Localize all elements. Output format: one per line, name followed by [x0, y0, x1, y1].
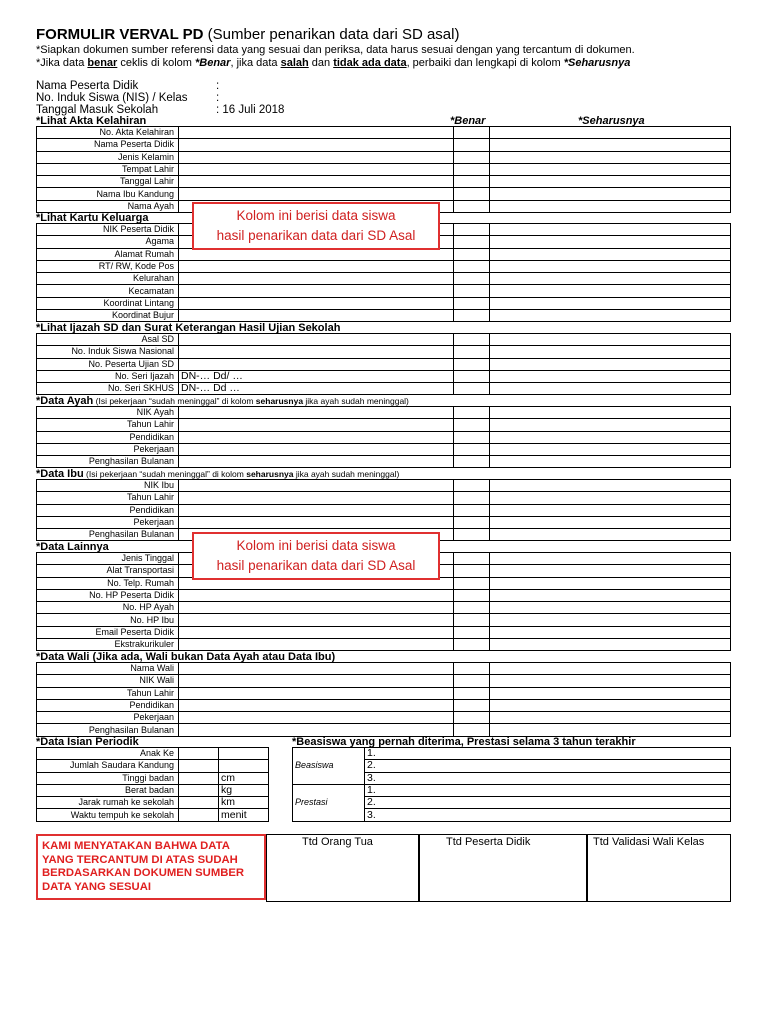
signature-label-wali-kelas: Ttd Validasi Wali Kelas [593, 836, 705, 848]
table-row [37, 724, 731, 736]
source-value-cell[interactable] [179, 139, 454, 151]
unit-label [219, 760, 269, 772]
benar-check-cell[interactable] [454, 163, 490, 175]
section-title-periodik: *Data Isian Periodik [36, 736, 139, 748]
table-row [37, 639, 731, 651]
form-title [36, 26, 459, 43]
nis-class-label: No. Induk Siswa (NIS) / Kelas [36, 92, 188, 104]
table-row [37, 589, 731, 601]
table-row [37, 772, 269, 784]
seharusnya-cell[interactable] [490, 492, 731, 504]
field-label: Pekerjaan [37, 712, 179, 724]
field-label: Pendidikan [37, 699, 179, 711]
field-label: Tanggal Lahir [37, 176, 179, 188]
source-value-cell[interactable] [179, 431, 454, 443]
field-label: No. HP Ibu [37, 614, 179, 626]
field-label: Pendidikan [37, 431, 179, 443]
field-label: Jenis Tinggal [37, 553, 179, 565]
field-label: Tempat Lahir [37, 163, 179, 175]
unit-label: menit [219, 809, 269, 821]
table-row [37, 687, 731, 699]
table-row [37, 188, 731, 200]
periodik-value-cell[interactable] [179, 748, 219, 760]
source-value-cell[interactable] [179, 639, 454, 651]
field-label: Nama Ibu Kandung [37, 188, 179, 200]
source-value-cell[interactable] [179, 712, 454, 724]
field-label: No. HP Peserta Didik [37, 589, 179, 601]
field-label: Asal SD [37, 334, 179, 346]
nis-class-colon: : [216, 92, 220, 104]
field-label: Penghasilan Bulanan [37, 529, 179, 541]
section-title-akta: *Lihat Akta Kelahiran [36, 115, 147, 127]
field-label: NIK Ayah [37, 407, 179, 419]
seharusnya-cell[interactable] [490, 188, 731, 200]
benar-check-cell[interactable] [454, 285, 490, 297]
unit-label: km [219, 797, 269, 809]
table-row [37, 809, 269, 821]
field-label: Pekerjaan [37, 516, 179, 528]
column-header-benar: *Benar [450, 115, 486, 127]
table-periodik [36, 747, 269, 822]
source-value-cell[interactable] [179, 699, 454, 711]
section-title-ayah: *Data Ayah (Isi pekerjaan “sudah meninggal” di kolom seharusnya jika ayah sudah meninggal) [36, 395, 409, 407]
benar-check-cell[interactable] [454, 176, 490, 188]
seharusnya-cell[interactable] [490, 724, 731, 736]
seharusnya-cell[interactable] [490, 273, 731, 285]
benar-check-cell[interactable] [454, 516, 490, 528]
field-label: Email Peserta Didik [37, 626, 179, 638]
seharusnya-cell[interactable] [490, 504, 731, 516]
field-label: Tinggi badan [37, 772, 179, 784]
seharusnya-cell[interactable] [490, 285, 731, 297]
periodik-value-cell[interactable] [179, 809, 219, 821]
entry-number-cell[interactable]: 1. [365, 784, 731, 796]
benar-check-cell[interactable] [454, 504, 490, 516]
seharusnya-cell[interactable] [490, 553, 731, 565]
source-value-cell[interactable] [179, 188, 454, 200]
source-value-cell[interactable] [179, 589, 454, 601]
table-row [293, 784, 731, 796]
benar-check-cell[interactable] [454, 236, 490, 248]
benar-check-cell[interactable] [454, 443, 490, 455]
source-value-cell[interactable] [179, 297, 454, 309]
table-row [37, 760, 269, 772]
table-row [37, 699, 731, 711]
field-label: Waktu tempuh ke sekolah [37, 809, 179, 821]
seharusnya-cell[interactable] [490, 346, 731, 358]
seharusnya-cell[interactable] [490, 577, 731, 589]
field-label: No. Induk Siswa Nasional [37, 346, 179, 358]
source-value-cell[interactable] [179, 273, 454, 285]
field-label: Kelurahan [37, 273, 179, 285]
benar-check-cell[interactable] [454, 273, 490, 285]
entry-number-cell[interactable]: 2. [365, 797, 731, 809]
source-value-cell[interactable] [179, 480, 454, 492]
benar-check-cell[interactable] [454, 602, 490, 614]
statement-box: KAMI MENYATAKAN BAHWA DATA YANG TERCANTUM DI ATAS SUDAH BERDASARKAN DOKUMEN SUMBER DATA YANG SESUAI [36, 834, 266, 900]
seharusnya-cell[interactable] [490, 712, 731, 724]
table-row [37, 614, 731, 626]
source-value-cell[interactable] [179, 456, 454, 468]
table-row [37, 383, 731, 395]
table-row [37, 431, 731, 443]
benar-check-cell[interactable] [454, 626, 490, 638]
seharusnya-cell[interactable] [490, 565, 731, 577]
benar-check-cell[interactable] [454, 456, 490, 468]
table-row [37, 370, 731, 382]
unit-label: kg [219, 784, 269, 796]
table-row [37, 358, 731, 370]
table-row [37, 504, 731, 516]
benar-check-cell[interactable] [454, 675, 490, 687]
seharusnya-cell[interactable] [490, 383, 731, 395]
field-label: Agama [37, 236, 179, 248]
field-label: Jenis Kelamin [37, 151, 179, 163]
source-value-cell[interactable] [179, 419, 454, 431]
seharusnya-cell[interactable] [490, 407, 731, 419]
benar-check-cell[interactable] [454, 224, 490, 236]
seharusnya-cell[interactable] [490, 663, 731, 675]
benar-check-cell[interactable] [454, 188, 490, 200]
table-row [37, 407, 731, 419]
benar-check-cell[interactable] [454, 431, 490, 443]
benar-check-cell[interactable] [454, 724, 490, 736]
table-row [37, 492, 731, 504]
instruction-line-1: *Siapkan dokumen sumber referensi data yang sesuai dan periksa, data harus sesuai dengan yang tercantum di dokumen. [36, 44, 635, 56]
source-value-cell[interactable]: DN-… Dd/ … [179, 370, 454, 382]
field-label: Jarak rumah ke sekolah [37, 797, 179, 809]
table-row [37, 346, 731, 358]
table-row [37, 127, 731, 139]
benar-check-cell[interactable] [454, 553, 490, 565]
field-label: Koordinat Lintang [37, 297, 179, 309]
table-row [37, 456, 731, 468]
seharusnya-cell[interactable] [490, 334, 731, 346]
field-label: Kecamatan [37, 285, 179, 297]
table-row [37, 163, 731, 175]
benar-check-cell[interactable] [454, 358, 490, 370]
table-ayah [36, 406, 731, 468]
benar-check-cell[interactable] [454, 699, 490, 711]
benar-check-cell[interactable] [454, 151, 490, 163]
seharusnya-cell[interactable] [490, 127, 731, 139]
source-value-cell[interactable] [179, 163, 454, 175]
table-row [37, 443, 731, 455]
source-value-cell[interactable] [179, 492, 454, 504]
benar-check-cell[interactable] [454, 346, 490, 358]
table-row [37, 516, 731, 528]
field-label: Koordinat Bujur [37, 310, 179, 322]
benar-check-cell[interactable] [454, 200, 490, 212]
benar-check-cell[interactable] [454, 565, 490, 577]
source-value-cell[interactable] [179, 334, 454, 346]
form-title-main: FORMULIR VERVAL PD [36, 26, 204, 43]
field-label: Anak Ke [37, 748, 179, 760]
student-name-label: Nama Peserta Didik [36, 80, 139, 92]
source-value-cell[interactable] [179, 626, 454, 638]
section-title-wali: *Data Wali (Jika ada, Wali bukan Data Ayah atau Data Ibu) [36, 651, 336, 663]
section-title-beasiswa: *Beasiswa yang pernah diterima, Prestasi selama 3 tahun terakhir [292, 736, 636, 748]
unit-label [219, 748, 269, 760]
entry-date-label: Tanggal Masuk Sekolah [36, 104, 159, 116]
source-value-cell[interactable] [179, 346, 454, 358]
seharusnya-cell[interactable] [490, 370, 731, 382]
field-label: No. Telp. Rumah [37, 577, 179, 589]
seharusnya-cell[interactable] [490, 310, 731, 322]
section-title-ijazah: *Lihat Ijazah SD dan Surat Keterangan Hasil Ujian Sekolah [36, 322, 341, 334]
seharusnya-cell[interactable] [490, 139, 731, 151]
benar-check-cell[interactable] [454, 419, 490, 431]
table-row [37, 626, 731, 638]
entry-number-cell[interactable]: 1. [365, 748, 731, 760]
seharusnya-cell[interactable] [490, 224, 731, 236]
seharusnya-cell[interactable] [490, 699, 731, 711]
field-label: RT/ RW, Kode Pos [37, 260, 179, 272]
periodik-value-cell[interactable] [179, 797, 219, 809]
table-row [37, 285, 731, 297]
field-label: No. HP Ayah [37, 602, 179, 614]
benar-check-cell[interactable] [454, 383, 490, 395]
benar-check-cell[interactable] [454, 334, 490, 346]
field-label: No. Seri SKHUS [37, 383, 179, 395]
signature-label-peserta-didik: Ttd Peserta Didik [446, 836, 531, 848]
benar-check-cell[interactable] [454, 260, 490, 272]
source-value-cell[interactable] [179, 407, 454, 419]
source-value-cell[interactable] [179, 358, 454, 370]
field-label: Alat Transportasi [37, 565, 179, 577]
field-label: Pekerjaan [37, 443, 179, 455]
prestasi-label: Prestasi [293, 784, 365, 821]
field-label: Tahun Lahir [37, 687, 179, 699]
seharusnya-cell[interactable] [490, 248, 731, 260]
source-value-cell[interactable] [179, 127, 454, 139]
periodik-value-cell[interactable] [179, 772, 219, 784]
table-beasiswa [292, 747, 731, 822]
table-row [37, 273, 731, 285]
table-row [37, 310, 731, 322]
benar-check-cell[interactable] [454, 589, 490, 601]
periodik-value-cell[interactable] [179, 760, 219, 772]
seharusnya-cell[interactable] [490, 176, 731, 188]
entry-date-value: : 16 Juli 2018 [216, 104, 285, 116]
seharusnya-cell[interactable] [490, 151, 731, 163]
source-value-cell[interactable] [179, 443, 454, 455]
table-row [37, 748, 269, 760]
table-row [37, 334, 731, 346]
benar-check-cell[interactable] [454, 614, 490, 626]
field-label: NIK Peserta Didik [37, 224, 179, 236]
table-row [37, 602, 731, 614]
table-ijazah [36, 333, 731, 395]
seharusnya-cell[interactable] [490, 431, 731, 443]
seharusnya-cell[interactable] [490, 456, 731, 468]
field-label: NIK Ibu [37, 480, 179, 492]
seharusnya-cell[interactable] [490, 358, 731, 370]
seharusnya-cell[interactable] [490, 236, 731, 248]
entry-number-cell[interactable]: 3. [365, 772, 731, 784]
seharusnya-cell[interactable] [490, 163, 731, 175]
seharusnya-cell[interactable] [490, 602, 731, 614]
source-value-cell[interactable] [179, 176, 454, 188]
callout-note-1: Kolom ini berisi data siswa hasil penarikan data dari SD Asal [192, 202, 440, 250]
seharusnya-cell[interactable] [490, 516, 731, 528]
column-header-seharusnya: *Seharusnya [578, 115, 645, 127]
source-value-cell[interactable] [179, 687, 454, 699]
table-row [37, 675, 731, 687]
section-title-ibu: *Data Ibu (Isi pekerjaan “sudah meninggal” di kolom seharusnya jika ayah sudah meninggal) [36, 468, 400, 480]
benar-check-cell[interactable] [454, 407, 490, 419]
periodik-value-cell[interactable] [179, 784, 219, 796]
table-row [37, 480, 731, 492]
field-label: Ekstrakurikuler [37, 639, 179, 651]
field-label: Nama Peserta Didik [37, 139, 179, 151]
seharusnya-cell[interactable] [490, 675, 731, 687]
field-label: NIK Wali [37, 675, 179, 687]
table-row [37, 297, 731, 309]
benar-check-cell[interactable] [454, 492, 490, 504]
source-value-cell[interactable] [179, 504, 454, 516]
source-value-cell[interactable] [179, 724, 454, 736]
benar-check-cell[interactable] [454, 127, 490, 139]
source-value-cell[interactable] [179, 602, 454, 614]
seharusnya-cell[interactable] [490, 200, 731, 212]
field-label: Alamat Rumah [37, 248, 179, 260]
source-value-cell[interactable] [179, 310, 454, 322]
field-label: Tahun Lahir [37, 419, 179, 431]
unit-label: cm [219, 772, 269, 784]
benar-check-cell[interactable] [454, 663, 490, 675]
benar-check-cell[interactable] [454, 310, 490, 322]
field-label: Nama Ayah [37, 200, 179, 212]
seharusnya-cell[interactable] [490, 626, 731, 638]
source-value-cell[interactable] [179, 675, 454, 687]
field-label: No. Akta Kelahiran [37, 127, 179, 139]
field-label: Tahun Lahir [37, 492, 179, 504]
source-value-cell[interactable] [179, 260, 454, 272]
benar-check-cell[interactable] [454, 370, 490, 382]
table-row [37, 151, 731, 163]
table-row [37, 139, 731, 151]
seharusnya-cell[interactable] [490, 443, 731, 455]
table-akta [36, 126, 731, 213]
entry-number-cell[interactable]: 2. [365, 760, 731, 772]
benar-check-cell[interactable] [454, 687, 490, 699]
table-row [37, 663, 731, 675]
seharusnya-cell[interactable] [490, 297, 731, 309]
callout-note-2: Kolom ini berisi data siswa hasil penarikan data dari SD Asal [192, 532, 440, 580]
benar-check-cell[interactable] [454, 480, 490, 492]
field-label: Nama Wali [37, 663, 179, 675]
benar-check-cell[interactable] [454, 712, 490, 724]
student-name-colon: : [216, 80, 220, 92]
section-title-kk: *Lihat Kartu Keluarga [36, 212, 149, 224]
field-label: Pendidikan [37, 504, 179, 516]
table-row [37, 419, 731, 431]
source-value-cell[interactable] [179, 516, 454, 528]
seharusnya-cell[interactable] [490, 687, 731, 699]
table-row [37, 797, 269, 809]
benar-check-cell[interactable] [454, 139, 490, 151]
benar-check-cell[interactable] [454, 297, 490, 309]
seharusnya-cell[interactable] [490, 639, 731, 651]
field-label: Penghasilan Bulanan [37, 724, 179, 736]
seharusnya-cell[interactable] [490, 529, 731, 541]
source-value-cell[interactable] [179, 614, 454, 626]
section-title-lainnya: *Data Lainnya [36, 541, 109, 553]
benar-check-cell[interactable] [454, 577, 490, 589]
table-row [293, 748, 731, 760]
source-value-cell[interactable] [179, 663, 454, 675]
field-label: Penghasilan Bulanan [37, 456, 179, 468]
form-title-sub: (Sumber penarikan data dari SD asal) [203, 26, 460, 43]
source-value-cell[interactable] [179, 285, 454, 297]
signature-label-orang-tua: Ttd Orang Tua [302, 836, 373, 848]
table-wali [36, 662, 731, 737]
benar-check-cell[interactable] [454, 639, 490, 651]
field-label: No. Seri Ijazah [37, 370, 179, 382]
seharusnya-cell[interactable] [490, 589, 731, 601]
source-value-cell[interactable]: DN-… Dd … [179, 383, 454, 395]
table-row [37, 176, 731, 188]
field-label: Jumlah Saudara Kandung [37, 760, 179, 772]
source-value-cell[interactable] [179, 151, 454, 163]
seharusnya-cell[interactable] [490, 260, 731, 272]
instruction-line-2: *Jika data benar ceklis di kolom *Benar, jika data salah dan tidak ada data, perbaiki dan lengkapi di kolom *Seharusnya [36, 57, 631, 69]
table-row [37, 260, 731, 272]
field-label: Berat badan [37, 784, 179, 796]
seharusnya-cell[interactable] [490, 614, 731, 626]
seharusnya-cell[interactable] [490, 419, 731, 431]
benar-check-cell[interactable] [454, 529, 490, 541]
field-label: No. Peserta Ujian SD [37, 358, 179, 370]
table-row [37, 712, 731, 724]
entry-number-cell[interactable]: 3. [365, 809, 731, 821]
table-row [37, 784, 269, 796]
beasiswa-label: Beasiswa [293, 748, 365, 785]
benar-check-cell[interactable] [454, 248, 490, 260]
seharusnya-cell[interactable] [490, 480, 731, 492]
